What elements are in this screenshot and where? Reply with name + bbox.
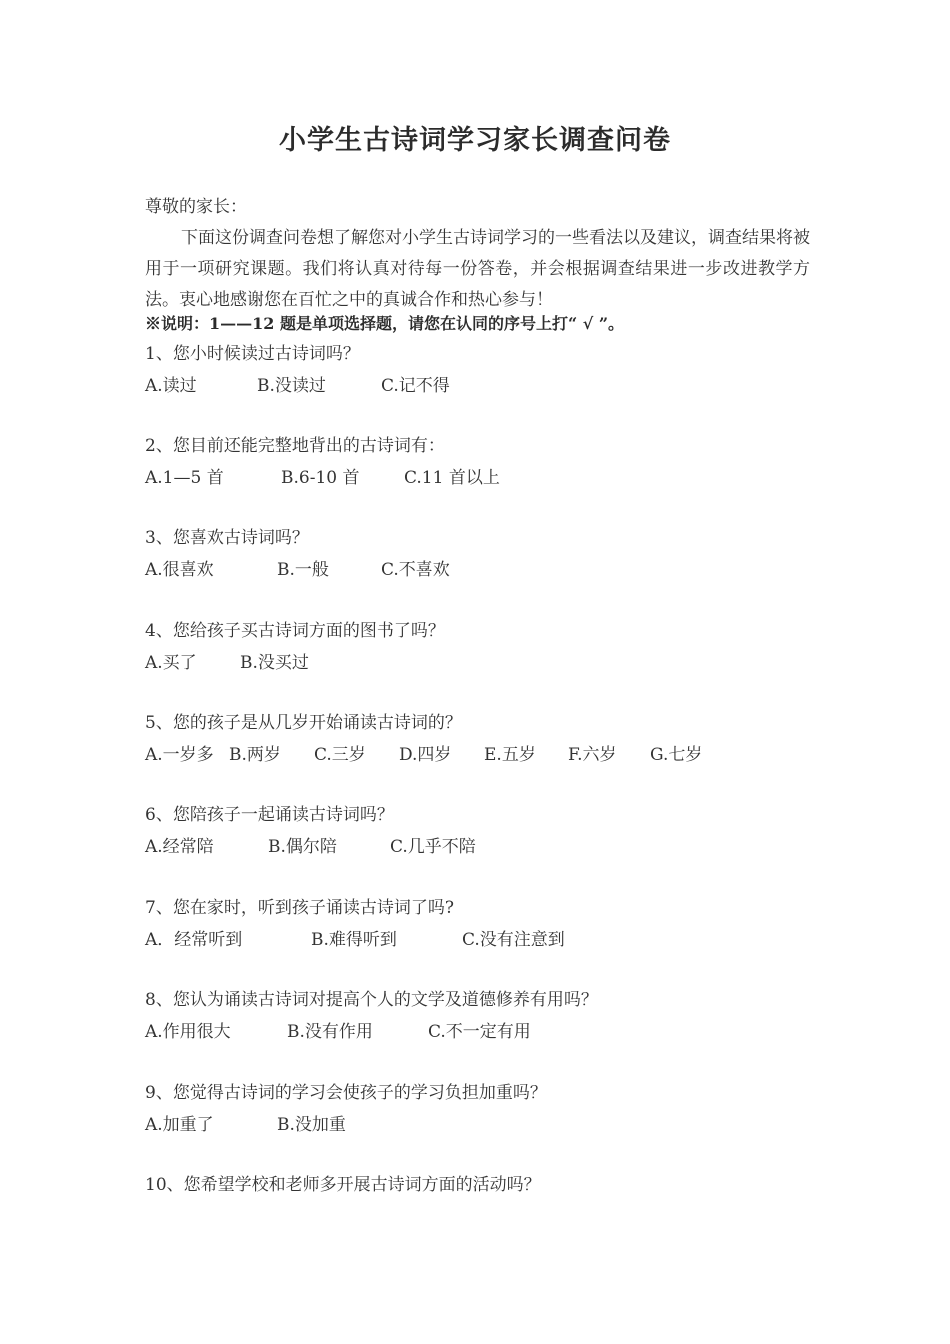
option-b[interactable]: B.难得听到	[311, 930, 397, 950]
question-5	[145, 707, 810, 771]
question-text: 3、您喜欢古诗词吗？	[145, 528, 309, 548]
option-c[interactable]: C.没有注意到	[462, 930, 565, 950]
question-6	[145, 799, 810, 863]
question-text: 1、您小时候读过古诗词吗？	[145, 344, 360, 364]
option-c[interactable]: C.11 首以上	[404, 468, 500, 488]
option-a[interactable]: A.加重了	[145, 1115, 214, 1135]
option-c[interactable]: C.不喜欢	[381, 560, 450, 580]
option-a[interactable]: A.经常陪	[145, 837, 214, 857]
option-a[interactable]: A.买了	[145, 653, 197, 673]
question-9	[145, 1077, 810, 1141]
greeting: 尊敬的家长：	[145, 197, 247, 217]
intro-paragraph: 下面这份调查问卷想了解您对小学生古诗词学习的一些看法以及建议，调查结果将被用于一项研究课题。我们将认真对待每一份答卷，并会根据调查结果进一步改进教学方法。衷心地感谢您在百忙之中的真诚合作和热心参与！	[145, 228, 810, 310]
option-b[interactable]: B.6-10 首	[281, 468, 360, 488]
option-b[interactable]: B.偶尔陪	[268, 837, 337, 857]
question-1	[145, 338, 810, 402]
question-text: 8、您认为诵读古诗词对提高个人的文学及道德修养有用吗？	[145, 990, 598, 1010]
question-options	[145, 831, 810, 863]
question-text: 4、您给孩子买古诗词方面的图书了吗？	[145, 621, 445, 641]
page-title: 小学生古诗词学习家长调查问卷	[279, 125, 671, 156]
question-text: 5、您的孩子是从几岁开始诵读古诗词的？	[145, 713, 462, 733]
option-b[interactable]: B.两岁	[229, 745, 281, 765]
option-a[interactable]: A.很喜欢	[145, 560, 214, 580]
option-g[interactable]: G.七岁	[650, 745, 703, 765]
option-e[interactable]: E.五岁	[484, 745, 536, 765]
option-a[interactable]: A.作用很大	[145, 1022, 231, 1042]
question-options	[145, 1016, 810, 1048]
option-c[interactable]: C.几乎不陪	[390, 837, 476, 857]
question-7	[145, 892, 810, 956]
question-options	[145, 924, 810, 956]
question-options	[145, 462, 810, 494]
option-c[interactable]: C.不一定有用	[428, 1022, 531, 1042]
question-options	[145, 554, 810, 586]
option-b[interactable]: B.一般	[277, 560, 329, 580]
question-3	[145, 522, 810, 586]
option-b[interactable]: B.没加重	[277, 1115, 346, 1135]
question-text: 10、您希望学校和老师多开展古诗词方面的活动吗？	[145, 1175, 541, 1195]
question-2	[145, 430, 810, 494]
question-4	[145, 615, 810, 679]
question-options	[145, 739, 810, 771]
option-b[interactable]: B.没读过	[257, 376, 326, 396]
option-c[interactable]: C.记不得	[381, 376, 450, 396]
option-a[interactable]: A.读过	[145, 376, 197, 396]
option-d[interactable]: D.四岁	[399, 745, 452, 765]
option-b[interactable]: B.没有作用	[287, 1022, 373, 1042]
question-8	[145, 984, 810, 1048]
option-f[interactable]: F.六岁	[568, 745, 617, 765]
question-text: 9、您觉得古诗词的学习会使孩子的学习负担加重吗？	[145, 1083, 547, 1103]
question-text: 2、您目前还能完整地背出的古诗词有：	[145, 436, 445, 456]
question-options	[145, 647, 810, 679]
question-text: 7、您在家时，听到孩子诵读古诗词了吗?	[145, 898, 454, 918]
option-c[interactable]: C.三岁	[314, 745, 366, 765]
instruction-note: ※说明：1——12 题是单项选择题，请您在认同的序号上打“ √ ”。	[145, 314, 625, 333]
question-options	[145, 370, 810, 402]
option-b[interactable]: B.没买过	[240, 653, 309, 673]
question-options	[145, 1109, 810, 1141]
option-a[interactable]: A.1—5 首	[145, 468, 224, 488]
question-10	[145, 1169, 810, 1201]
option-a[interactable]: A．经常听到	[145, 930, 243, 950]
question-text: 6、您陪孩子一起诵读古诗词吗？	[145, 805, 394, 825]
option-a[interactable]: A.一岁多	[145, 745, 214, 765]
